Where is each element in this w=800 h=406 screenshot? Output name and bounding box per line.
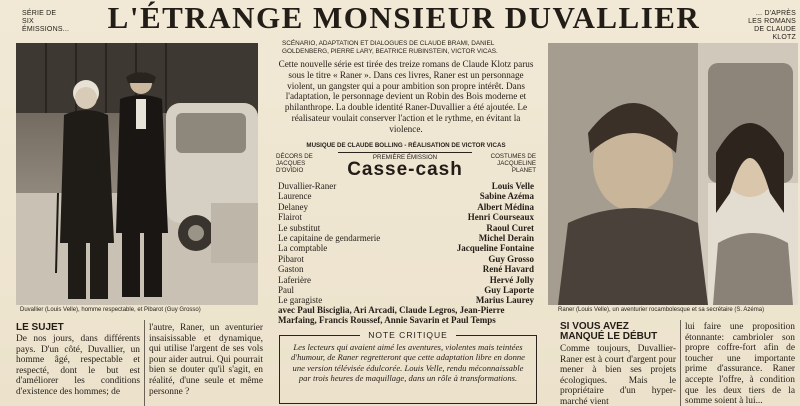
cast-role: Gaston: [278, 264, 304, 275]
cast-row: [278, 243, 534, 253]
cast-row: [278, 264, 534, 274]
sujet-heading: LE SUJET: [16, 322, 64, 333]
debut-col2: lui faire une proposition étonnante: cambrioler son propre coffre-fort afin de toucher une importante prime d'assurance. Raner accepte l'offre, à condition que les deux tiers de la somme soient à lui...: [685, 322, 795, 406]
first-episode-label: PREMIÈRE ÉMISSION: [338, 152, 472, 161]
debut-col1: Comme toujours, Duvallier-Raner est à court d'argent pour mener à bien ses projets écologiques. Mais le propriétaire d'un hyper-marché vient: [560, 344, 676, 406]
cast-role: Le substitut: [278, 222, 321, 233]
sujet-col1: De nos jours, dans différents pays. D'un côté, Duvallier, un homme âgé, respectable et respecté, dont le but est d'améliorer les conditions d'existence des hommes; de: [16, 334, 140, 397]
cast-actor: René Havard: [482, 264, 534, 275]
cast-row: [278, 223, 534, 233]
photo-duvallier-pibarot: [16, 43, 258, 305]
cast-role: Laurence: [278, 191, 312, 202]
photo-left-caption: Duvallier (Louis Velle), homme respectable, et Pibarot (Guy Grosso): [20, 307, 201, 313]
header-right-tag: ... D'APRÈS LES ROMANS DE CLAUDE KLOTZ: [748, 10, 796, 41]
music-credit: MUSIQUE DE CLAUDE BOLLING - RÉALISATION DE VICTOR VICAS: [306, 142, 506, 149]
cast-actor: Sabine Azéma: [479, 191, 534, 202]
cast-role: Delaney: [278, 201, 308, 212]
cast-role: Duvallier-Raner: [278, 181, 337, 191]
credits-writers: SCÉNARIO, ADAPTATION ET DIALOGUES DE CLAUDE BRAMI, DANIEL GOLDENBERG, PIERRE LARY, BEATRICE RUBINSTEIN, VICTOR VICAS.: [282, 40, 498, 55]
column-divider: [144, 320, 145, 406]
cast-list: [278, 181, 534, 306]
cast-role: Paul: [278, 285, 295, 296]
photo-illustration-right: [548, 43, 798, 305]
cast-role: Laferière: [278, 274, 311, 285]
cast-actor: Hervé Jolly: [489, 274, 534, 285]
cast-row: [278, 181, 534, 191]
photo-illustration: [16, 43, 258, 305]
cast-row: [278, 233, 534, 243]
cast-row: [278, 191, 534, 201]
cast-row: [278, 254, 534, 264]
cast-avec: avec Paul Bisciglia, Ari Arcadi, Claude Legros, Jean-Pierre Marfaing, Francis Roussef, Annie Savarin et Paul Temps: [278, 305, 505, 325]
header-left-tag: SÉRIE DE SIX ÉMISSIONS...: [22, 10, 70, 33]
costumes-credit: COSTUMES DE JACQUELINE PLANET: [490, 153, 536, 174]
photo-right-caption: Raner (Louis Velle), un aventurier rocambolesque et sa secrétaire (S. Azéma): [558, 307, 765, 313]
cast-row: [278, 202, 534, 212]
cast-role: La comptable: [278, 243, 328, 254]
episode-title: Casse-cash: [347, 159, 463, 180]
photo-raner-secretaire: [548, 43, 798, 305]
cast-role: Le garagiste: [278, 295, 323, 306]
cast-row: [278, 285, 534, 295]
sujet-col2: l'autre, Raner, un aventurier insaisissable et dynamique, qui utilise l'argent de ses vols pour aider autrui. Qui pourrait bien se douter qu'il s'agit, en réalité, d'une seule et même personne ?: [149, 323, 263, 397]
cast-actor: Louis Velle: [491, 181, 534, 191]
cast-role: Flairot: [278, 212, 302, 223]
cast-role: Le capitaine de gendarmerie: [278, 233, 381, 244]
cast-actor: Albert Médina: [477, 201, 534, 212]
cast-actor: Guy Grosso: [488, 253, 534, 264]
cast-actor: Henri Courseaux: [467, 212, 534, 223]
cast-actor: Michel Derain: [478, 233, 534, 244]
cast-actor: Marius Laurey: [475, 295, 534, 306]
note-critique-box: [279, 330, 537, 404]
cast-role: Pibarot: [278, 253, 304, 264]
decors-credit: DÉCORS DE JACQUES D'OVIDIO: [276, 153, 313, 174]
cast-row: [278, 275, 534, 285]
cast-actor: Guy Laporte: [484, 285, 534, 296]
cast-actor: Jacqueline Fontaine: [456, 243, 534, 254]
page-title: L'ÉTRANGE MONSIEUR DUVALLIER: [107, 0, 701, 35]
note-critique-title: NOTE CRITIQUE: [360, 330, 456, 340]
note-critique-body: Les lecteurs qui avaient aimé les aventures, violentes mais teintées d'humour, de Raner regretteront que cette adaptation libre en donne une version télévisée édulcorée. Louis Velle, rendu méconnaissable par trois heures de maquillage, dans un rôle à transformations.: [291, 342, 525, 384]
debut-heading: SI VOUS AVEZ MANQUÉ LE DÉBUT: [560, 321, 658, 342]
cast-row: [278, 212, 534, 222]
column-divider-right: [680, 320, 681, 406]
intro-paragraph: Cette nouvelle série est tirée des treize romans de Claude Klotz parus sous le titre « Raner ». Dans ces livres, Raner est un personnage violent, un gangster qui a pour ambition son propre intérêt. Dans l'adaptation, le personnage devient un Robin des Bois moderne et philanthrope. La double identité Raner-Duvallier a été ajoutée. Le réalisateur voulait conserver l'action et le rythme, en évitant la violence.: [278, 59, 534, 134]
cast-actor: Raoul Curet: [486, 222, 534, 233]
